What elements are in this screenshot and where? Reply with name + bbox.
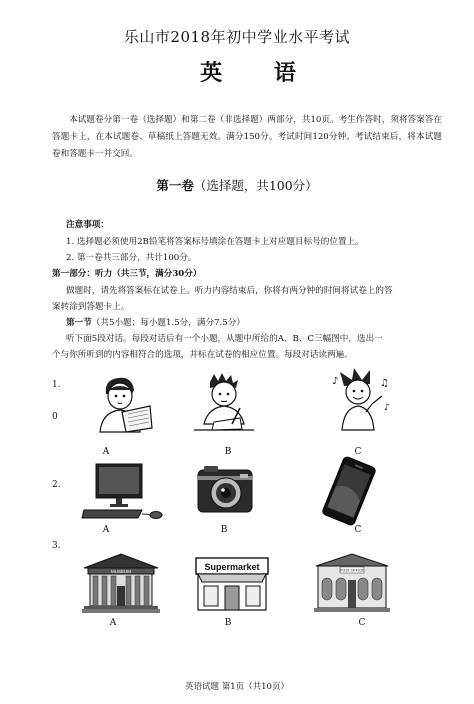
note-1: 1. 选择题必须使用2B铅笔将答案标号填涂在答题卡上对应题目标号的位置上。: [66, 237, 364, 247]
exam-title: 乐山市2018年初中学业水平考试: [123, 28, 351, 46]
subsection1-title-main: 第一节: [66, 318, 92, 328]
question-2-number: 2.: [52, 480, 61, 490]
svg-text:♪: ♪: [384, 403, 390, 413]
question-2-option-a: A: [102, 525, 110, 535]
question-2-option-b: B: [220, 525, 228, 535]
question-3-option-a: A: [109, 618, 117, 628]
question-1-option-b: B: [224, 447, 232, 457]
subject-title: 英 语: [200, 60, 318, 86]
museum-sign: MUSEUM: [111, 569, 131, 574]
part1-title-sub: （选择题，共100分）: [193, 178, 318, 193]
part1-title-main: 第一卷: [156, 178, 194, 193]
boy-writing-letter-image: [190, 372, 258, 434]
supermarket-sign: Supermarket: [204, 562, 260, 572]
part1-title: [0, 176, 474, 194]
section1-title: 第一部分：听力（共三节，满分30分）: [52, 269, 202, 279]
question-1-extra-mark: 0: [52, 412, 58, 422]
boy-reading-book-image: [92, 372, 156, 434]
subsection1-title: [66, 316, 245, 330]
question-2-option-c: C: [354, 525, 362, 535]
post-office-sign: POST OFFICE: [340, 568, 364, 573]
question-3-option-c: C: [358, 618, 366, 628]
question-1-number: 1.: [52, 380, 61, 390]
supermarket-building-image: [194, 552, 270, 614]
note-2: 2. 第一卷共三部分，共计100分。: [66, 253, 197, 263]
exam-instructions: 本试题卷分第一卷（选择题）和第二卷（非选择题）两部分，共10页。考生作答时，须将答案答在答题卡上，在本试题卷、草稿纸上答题无效。满分150分。考试时间120分钟。考试结束后，将本试题卷和答题卡一并交回。: [52, 115, 442, 159]
svg-text:♪: ♪: [332, 376, 339, 387]
boy-listening-music-image: [328, 366, 394, 432]
post-office-building-image: [312, 552, 392, 614]
question-1-option-a: A: [102, 447, 110, 457]
desktop-computer-image: [80, 462, 166, 522]
page-footer: 英语试题 第1页（共10页）: [185, 682, 289, 692]
subsection1-desc-line2: 个与你所听到的内容相符合的选项，并标在试卷的相应位置。每段对话读两遍。: [52, 350, 353, 360]
question-1-option-c: C: [354, 447, 362, 457]
question-3-option-b: B: [224, 618, 232, 628]
question-3-number: 3.: [52, 541, 61, 551]
museum-building-image: [82, 552, 160, 614]
subsection1-desc-line1: 听下面5段对话。每段对话后有一个小题，从题中所给的A、B、C三幅图中，选出一: [66, 334, 383, 344]
section1-desc-line2: 案转涂到答题卡上。: [52, 302, 130, 312]
notes-title: 注意事项：: [66, 220, 109, 230]
section1-desc-line1: 做题时，请先将答案标在试卷上。听力内容结束后，你将有两分钟的时间将试卷上的答: [66, 286, 393, 296]
svg-text:♫: ♫: [380, 378, 389, 389]
smartphone-image: [310, 462, 388, 520]
subsection1-title-sub: （共5小题；每小题1.5分，满分7.5分）: [91, 318, 245, 328]
camera-image: [194, 462, 256, 518]
